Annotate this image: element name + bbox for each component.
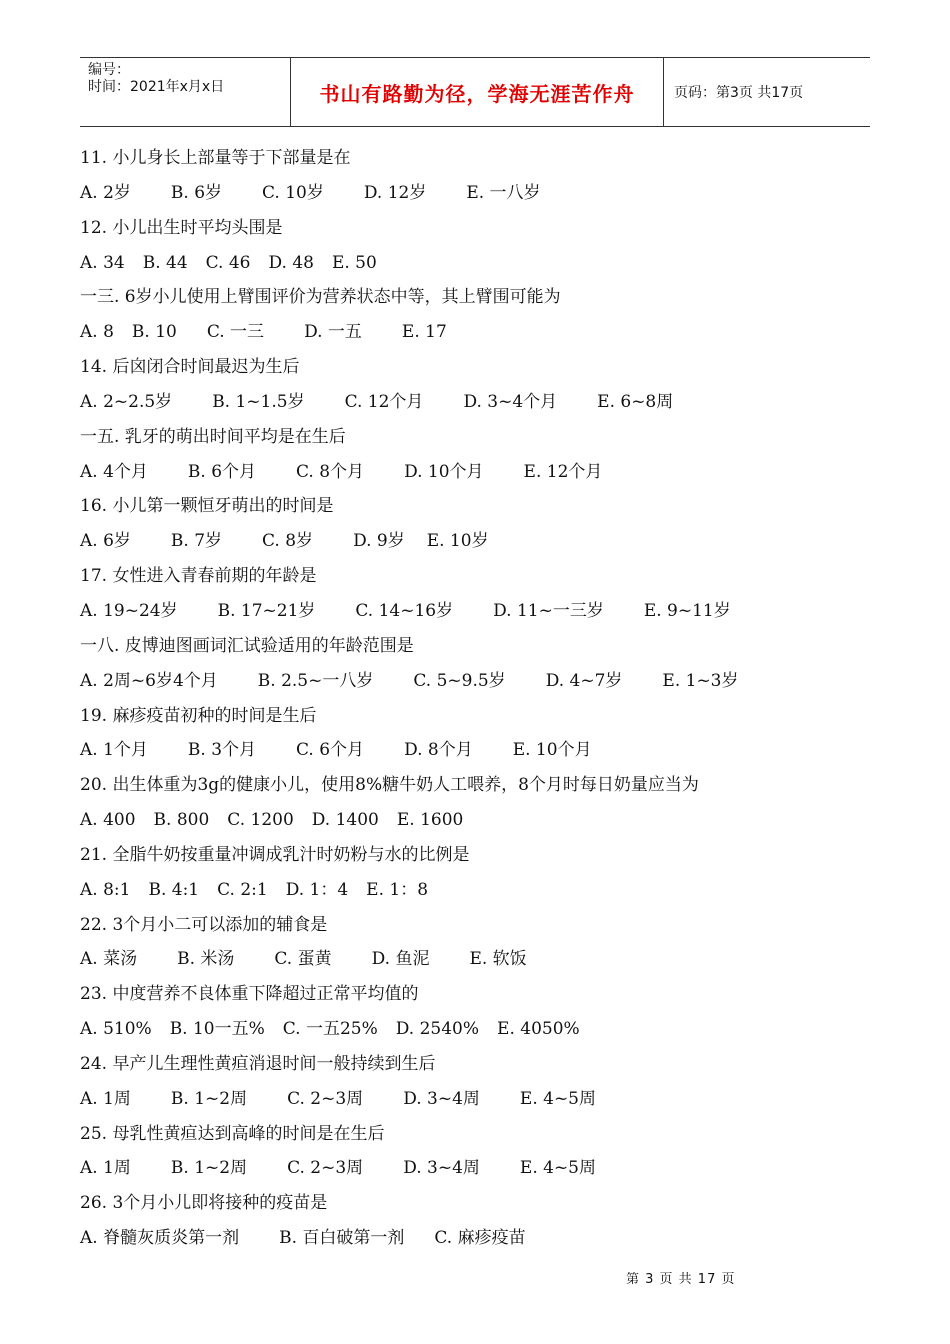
question-option: A. 19~24岁: [80, 600, 178, 621]
question-option: E. 一八岁: [466, 182, 541, 203]
question-stem: 25. 母乳性黄疸达到高峰的时间是在生后: [80, 1123, 385, 1144]
question-option: B. 800: [153, 810, 210, 831]
question-option: C. 2~3周: [287, 1088, 364, 1109]
question-option: C. 10岁: [262, 182, 324, 203]
question-option: D. 3~4周: [403, 1158, 480, 1179]
question-options: [80, 1151, 880, 1186]
question-stem: 12. 小儿出生时平均头围是: [80, 217, 283, 238]
question-options: [80, 873, 880, 908]
question-option: E. 50: [331, 252, 377, 273]
question-option: B. 7岁: [170, 531, 223, 552]
question-options: [80, 594, 880, 629]
question-option: C. 麻疹疫苗: [434, 1228, 526, 1249]
question-option: D. 3~4个月: [463, 391, 558, 412]
question-option: C. 2~3周: [287, 1158, 364, 1179]
question-option: D. 48: [268, 252, 314, 273]
question-option: A. 34: [80, 252, 125, 273]
question-options: [80, 315, 880, 350]
question-stem: 一五. 乳牙的萌出时间平均是在生后: [80, 426, 346, 447]
question-stem: 23. 中度营养不良体重下降超过正常平均值的: [80, 984, 419, 1005]
question-option: C. 2:1: [217, 879, 268, 900]
page-footer: 第 3 页 共 17 页: [626, 1272, 736, 1287]
question-option: D. 10个月: [404, 461, 484, 482]
question-option: E. 4~5周: [519, 1158, 596, 1179]
question-option: B. 6岁: [170, 182, 223, 203]
question-stem: 一三. 6岁小儿使用上臂围评价为营养状态中等，其上臂围可能为: [80, 287, 561, 308]
header-meta: [80, 58, 290, 126]
question-option: A. 6岁: [80, 531, 131, 552]
question-stem: 21. 全脂牛奶按重量冲调成乳汁时奶粉与水的比例是: [80, 844, 470, 865]
question-option: D. 12岁: [363, 182, 427, 203]
question-option: E. 6~8周: [597, 391, 674, 412]
question-option: C. 5~9.5岁: [413, 670, 506, 691]
question-stem: 22. 3个月小二可以添加的辅食是: [80, 914, 328, 935]
question-stem: 一八. 皮博迪图画词汇试验适用的年龄范围是: [80, 635, 414, 656]
question-option: B. 1~2周: [170, 1088, 248, 1109]
question-option: C. 6个月: [296, 740, 365, 761]
question-option: D. 3~4周: [403, 1088, 480, 1109]
question-option: A. 8: [80, 322, 114, 343]
question-option: E. 1~3岁: [662, 670, 739, 691]
question-stem: 11. 小儿身长上部量等于下部量是在: [80, 148, 351, 168]
question-options: [80, 385, 880, 420]
question-option: C. 1200: [227, 810, 294, 831]
question-options: [80, 803, 880, 838]
question-option: D. 9岁: [353, 531, 405, 552]
question-options: [80, 176, 880, 211]
question-stem: 16. 小儿第一颗恒牙萌出的时间是: [80, 496, 334, 517]
question-options: [80, 524, 880, 559]
question-option: C. 一五25%: [282, 1019, 378, 1040]
question-option: B. 4:1: [148, 879, 200, 900]
question-option: E. 4~5周: [519, 1088, 596, 1109]
question-option: B. 百白破第一剂: [279, 1228, 405, 1249]
question-option: B. 2.5~一八岁: [257, 670, 374, 691]
question-option: A. 1周: [80, 1158, 131, 1179]
question-option: B. 10: [131, 322, 177, 343]
question-option: A. 400: [80, 810, 136, 831]
question-option: B. 6个月: [187, 461, 257, 482]
question-stem: 17. 女性进入青春前期的年龄是: [80, 566, 317, 587]
document-number-label: 编号：: [88, 62, 130, 78]
question-option: E. 4050%: [497, 1019, 580, 1040]
question-option: A. 2周~6岁4个月: [80, 670, 218, 691]
question-option: A. 1周: [80, 1088, 131, 1109]
question-stem: 26. 3个月小儿即将接种的疫苗是: [80, 1193, 328, 1214]
question-stem: 24. 早产儿生理性黄疸消退时间一般持续到生后: [80, 1053, 436, 1074]
question-stem: 20. 出生体重为3g的健康小儿，使用8%糖牛奶人工喂养，8个月时每日奶量应当为: [80, 775, 699, 796]
header-motto: 书山有路勤为径，学海无涯苦作舟: [290, 58, 664, 126]
question-option: A. 2~2.5岁: [80, 391, 173, 412]
question-option: B. 44: [142, 252, 188, 273]
question-option: C. 一三: [206, 322, 265, 343]
question-option: A. 菜汤: [80, 949, 138, 970]
question-option: E. 12个月: [523, 461, 603, 482]
question-options: [80, 942, 880, 977]
question-option: E. 17: [401, 322, 447, 343]
question-option: C. 46: [205, 252, 251, 273]
question-option: B. 米汤: [177, 949, 235, 970]
question-option: B. 1~2周: [170, 1158, 248, 1179]
question-option: A. 1个月: [80, 740, 148, 761]
question-option: B. 1~1.5岁: [212, 391, 305, 412]
question-option: E. 1600: [396, 810, 464, 831]
question-option: E. 9~11岁: [643, 600, 731, 621]
question-option: D. 11~一三岁: [493, 600, 604, 621]
question-option: D. 8个月: [404, 740, 473, 761]
question-option: B. 17~21岁: [217, 600, 316, 621]
question-list: [80, 141, 880, 1256]
question-option: D. 4~7岁: [545, 670, 623, 691]
question-option: A. 510%: [80, 1019, 152, 1040]
question-stem: 19. 麻疹疫苗初种的时间是生后: [80, 705, 317, 726]
question-options: [80, 1082, 880, 1117]
question-option: A. 8:1: [80, 879, 131, 900]
question-option: B. 10一五%: [169, 1019, 265, 1040]
question-option: D. 1400: [311, 810, 379, 831]
question-options: [80, 455, 880, 490]
question-options: [80, 1012, 880, 1047]
question-stem: 14. 后囟闭合时间最迟为生后: [80, 357, 300, 378]
question-options: [80, 664, 880, 699]
question-options: [80, 1221, 880, 1256]
question-option: A. 2岁: [80, 182, 131, 203]
question-option: E. 1：8: [366, 879, 429, 900]
question-option: E. 10岁: [426, 531, 489, 552]
header-page-label: 页码：第3页 共17页: [674, 85, 804, 101]
question-option: A. 4个月: [80, 461, 148, 482]
question-option: D. 一五: [304, 322, 362, 343]
question-option: B. 3个月: [187, 740, 257, 761]
question-option: C. 12个月: [344, 391, 424, 412]
page-header: [80, 57, 870, 127]
question-option: C. 14~16岁: [355, 600, 454, 621]
question-option: D. 2540%: [395, 1019, 480, 1040]
question-option: D. 鱼泥: [371, 949, 430, 970]
question-option: A. 脊髓灰质炎第一剂: [80, 1228, 240, 1249]
question-options: [80, 246, 880, 281]
document-time-label: 时间：2021年x月x日: [88, 79, 225, 95]
question-option: E. 软饭: [469, 949, 527, 970]
question-option: C. 蛋黄: [274, 949, 332, 970]
question-options: [80, 733, 880, 768]
question-option: D. 1：4: [285, 879, 349, 900]
question-option: C. 8个月: [296, 461, 365, 482]
question-option: C. 8岁: [262, 531, 314, 552]
question-option: E. 10个月: [512, 740, 592, 761]
